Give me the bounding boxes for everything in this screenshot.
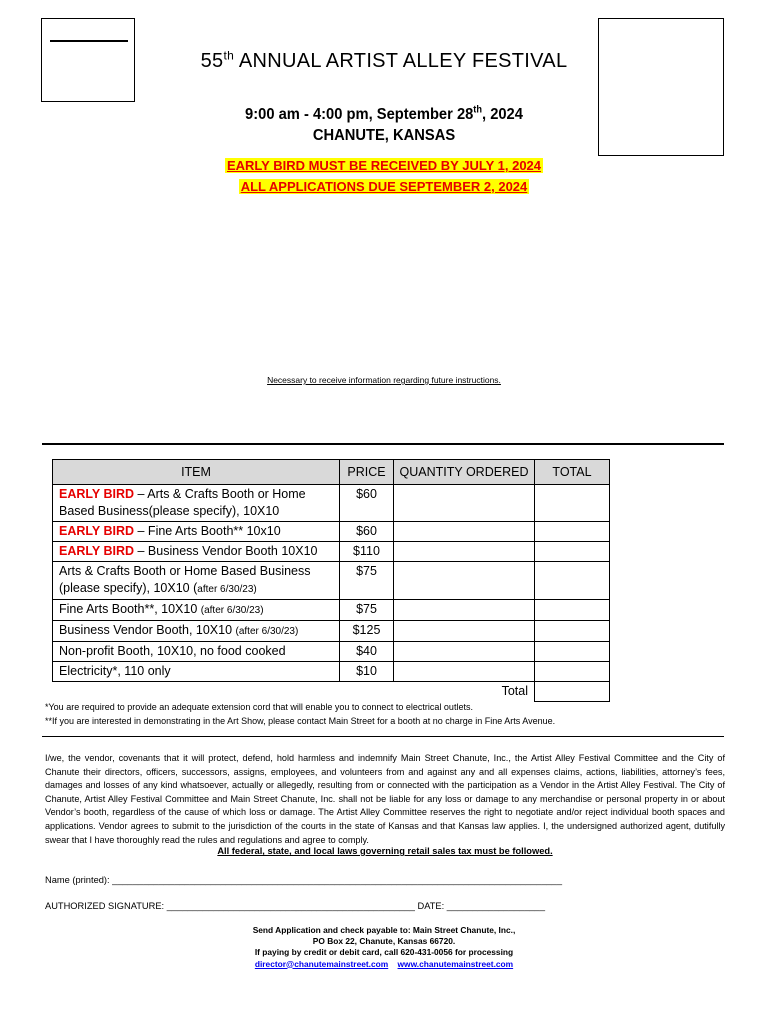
website-link[interactable]: www.chanutemainstreet.com [397, 958, 514, 969]
item-cell: Electricity*, 110 only [53, 662, 340, 682]
table-row [53, 485, 610, 522]
item-cell: Business Vendor Booth, 10X10 (after 6/30/23) [53, 621, 340, 642]
item-cell: Fine Arts Booth**, 10X10 (after 6/30/23) [53, 600, 340, 621]
logo-line [50, 40, 128, 42]
quantity-cell[interactable] [394, 522, 535, 542]
table-row [53, 642, 610, 662]
table-header-row [53, 460, 610, 485]
header-total: TOTAL [535, 460, 610, 485]
sales-tax-notice: All federal, state, and local laws governing retail sales tax must be followed. [217, 846, 553, 856]
total-cell[interactable] [535, 562, 610, 600]
quantity-cell[interactable] [394, 662, 535, 682]
quantity-cell[interactable] [394, 600, 535, 621]
item-cell: EARLY BIRD – Arts & Crafts Booth or Home Based Business(please specify), 10X10 [53, 485, 340, 522]
total-cell[interactable] [535, 600, 610, 621]
indemnity-paragraph: I/we, the vendor, covenants that it will protect, defend, hold harmless and indemnify Main Street Chanute, Inc., the Artist Alley Festival Committee and the City of Chanute their directors, officers, successors, assigns, employees, and volunteers from and against any and all expenses claims, actions, liabilities, attorney’s fees, damages and losses of any kind whatsoever, actually or allegedly, resulting from or connected with the participation as a Vendor in the Artist Alley Festival. The City of Chanute, Artist Alley Festival Committee and Main Street Chanute, Inc. shall not be liable for any loss or damage to any merchandise or personal property in or about Vendor’s booth, regardless of the cause of which loss or damage. The Artist Alley Committee reserves the right to negotiate and/or reject individual booth spaces and applications. Vendor agrees to submit to the jurisdiction of the courts in the state of Kansas and that Kansas law applies. I, the undersigned authorized agent, dutifully swear that I have thoroughly read the rules and regulations and agree to comply. [45, 753, 725, 845]
quantity-cell[interactable] [394, 642, 535, 662]
header-item: ITEM [53, 460, 340, 485]
festival-date: 9:00 am - 4:00 pm, September 28th, 2024 [245, 104, 523, 123]
item-cell: Non-profit Booth, 10X10, no food cooked [53, 642, 340, 662]
table-row [53, 662, 610, 682]
total-cell[interactable] [535, 662, 610, 682]
table-row [53, 600, 610, 621]
price-cell: $40 [340, 642, 394, 662]
quantity-cell[interactable] [394, 562, 535, 600]
header-quantity: QUANTITY ORDERED [394, 460, 535, 485]
footnotes [45, 700, 555, 728]
footer-line: PO Box 22, Chanute, Kansas 66720. [312, 936, 456, 947]
divider [42, 443, 724, 445]
price-cell: $10 [340, 662, 394, 682]
price-cell: $60 [340, 485, 394, 522]
price-cell: $125 [340, 621, 394, 642]
quantity-cell[interactable] [394, 542, 535, 562]
header-price: PRICE [340, 460, 394, 485]
email-link[interactable]: director@chanutemainstreet.com [254, 958, 389, 969]
photo-placeholder-box [598, 18, 724, 156]
item-cell: EARLY BIRD – Fine Arts Booth** 10x10 [53, 522, 340, 542]
table-row [53, 562, 610, 600]
signature-date-field[interactable]: AUTHORIZED SIGNATURE: ________________________________________________ DATE: ___________________ [45, 901, 546, 911]
total-cell[interactable] [535, 485, 610, 522]
total-cell[interactable] [535, 642, 610, 662]
booth-order-table [52, 459, 610, 702]
quantity-cell[interactable] [394, 485, 535, 522]
total-label: Total [53, 682, 535, 702]
quantity-cell[interactable] [394, 621, 535, 642]
mailing-info [150, 925, 618, 970]
footer-line: Send Application and check payable to: Main Street Chanute, Inc., [252, 925, 516, 935]
item-cell: EARLY BIRD – Business Vendor Booth 10X10 [53, 542, 340, 562]
festival-city: CHANUTE, KANSAS [312, 127, 456, 144]
application-deadline: ALL APPLICATIONS DUE SEPTEMBER 2, 2024 [240, 179, 528, 194]
price-cell: $110 [340, 542, 394, 562]
price-cell: $75 [340, 600, 394, 621]
footer-line: If paying by credit or debit card, call 620-431-0056 for processing [254, 947, 514, 958]
name-printed-field[interactable]: Name (printed): _______________________________________________________________________________________ [45, 875, 563, 885]
total-cell[interactable] [535, 621, 610, 642]
contact-links [150, 959, 618, 970]
price-cell: $75 [340, 562, 394, 600]
table-row [53, 621, 610, 642]
item-cell: Arts & Crafts Booth or Home Based Business (please specify), 10X10 (after 6/30/23) [53, 562, 340, 600]
electric-note: *You are required to provide an adequate extension cord that will enable you to connect to electrical outlets. [45, 702, 473, 712]
total-cell[interactable] [535, 542, 610, 562]
logo-placeholder-box [41, 18, 135, 102]
price-cell: $60 [340, 522, 394, 542]
divider [42, 736, 724, 737]
festival-title: 55th ANNUAL ARTIST ALLEY FESTIVAL [200, 48, 568, 72]
table-row [53, 522, 610, 542]
necessary-note: Necessary to receive information regarding future instructions. [267, 375, 501, 385]
total-cell[interactable] [535, 522, 610, 542]
table-row [53, 542, 610, 562]
artshow-note: **If you are interested in demonstrating in the Art Show, please contact Main Street for a booth at no charge in Fine Arts Avenue. [45, 716, 556, 726]
grand-total-cell[interactable] [535, 682, 610, 702]
early-bird-deadline: EARLY BIRD MUST BE RECEIVED BY JULY 1, 2024 [226, 158, 542, 173]
table-total-row [53, 682, 610, 702]
